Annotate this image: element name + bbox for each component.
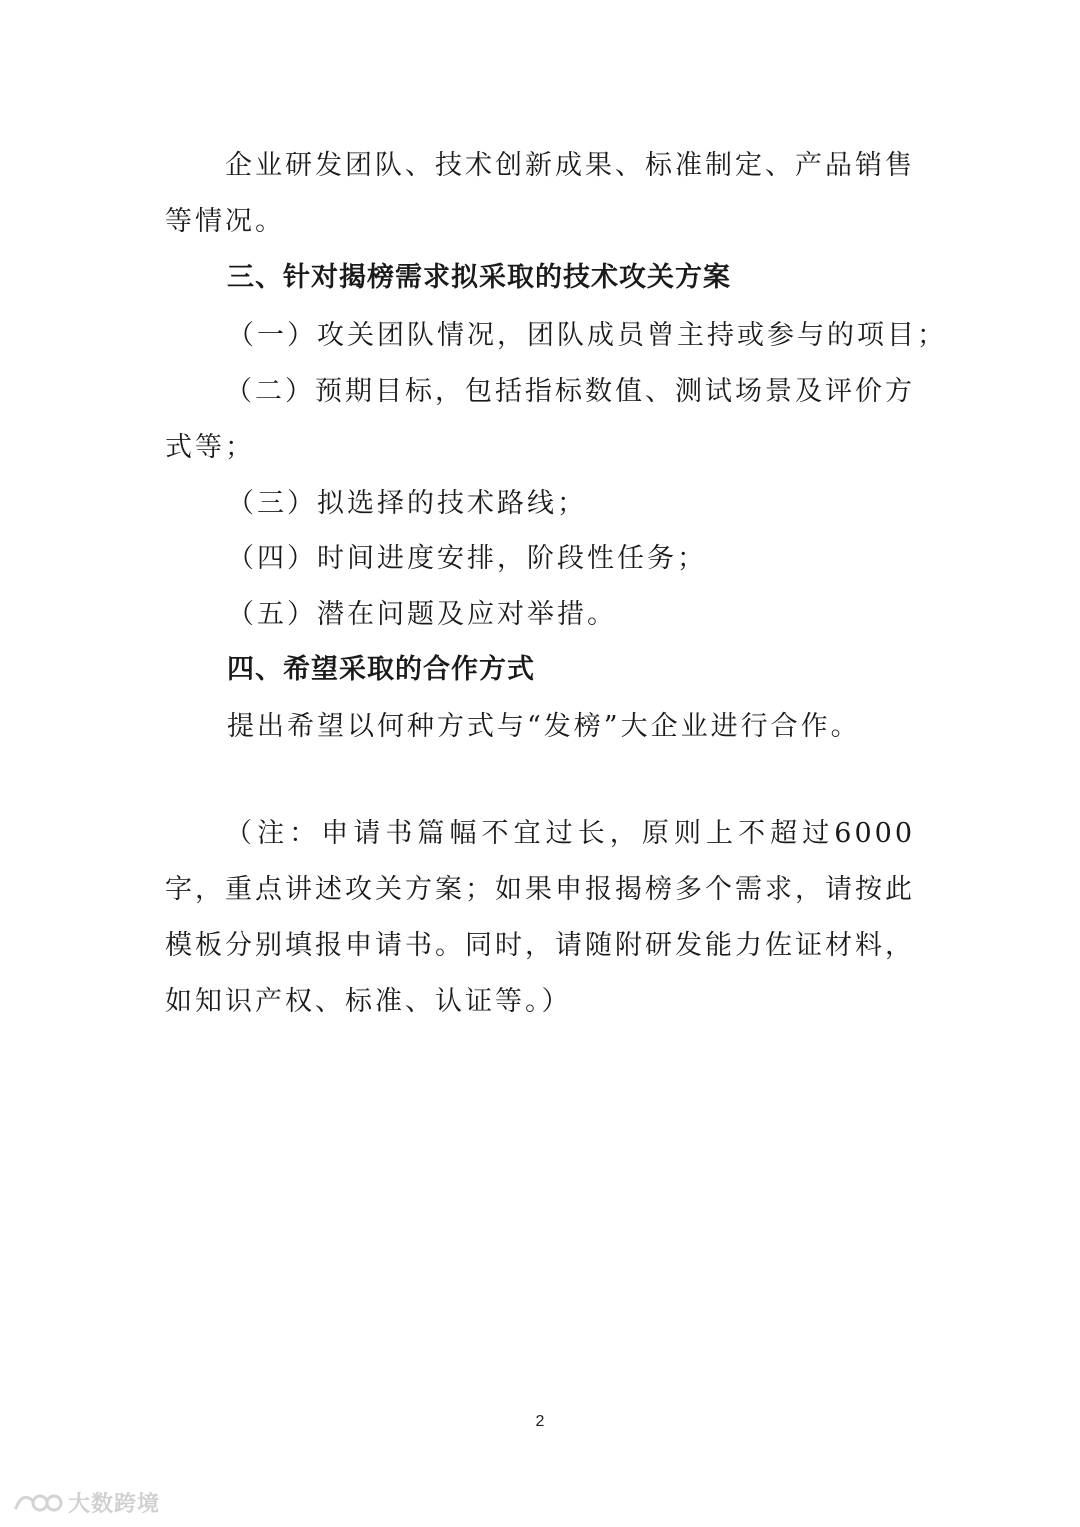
section-3-item-3: （三）拟选择的技术路线；: [227, 488, 587, 519]
page-number: 2: [535, 1413, 545, 1430]
section-4-heading: 四、希望采取的合作方式: [227, 654, 535, 685]
section-3-item-1: （一）攻关团队情况，团队成员曾主持或参与的项目；: [227, 320, 947, 351]
paragraph-intro: 企业研发团队、技术创新成果、标准制定、产品销售等情况。: [165, 150, 915, 237]
section-4-text: 提出希望以何种方式与“发榜”大企业进行合作。: [227, 711, 861, 742]
brand-logo-icon: [12, 1488, 64, 1516]
section-3-item-4: （四）时间进度安排，阶段性任务；: [227, 543, 707, 574]
section-3-heading: 三、针对揭榜需求拟采取的技术攻关方案: [227, 262, 731, 293]
watermark-text: 大数跨境: [68, 1491, 161, 1517]
watermark: [12, 1487, 160, 1517]
note-paragraph: （注：申请书篇幅不宜过长，原则上不超过6000字，重点讲述攻关方案；如果申报揭榜多个需求，请按此模板分别填报申请书。同时，请随附研发能力佐证材料，如知识产权、标准、认证等。）: [165, 818, 915, 1017]
section-3-item-5: （五）潜在问题及应对举措。: [227, 599, 617, 630]
section-3-item-2: （二）预期目标，包括指标数值、测试场景及评价方式等；: [165, 376, 915, 463]
